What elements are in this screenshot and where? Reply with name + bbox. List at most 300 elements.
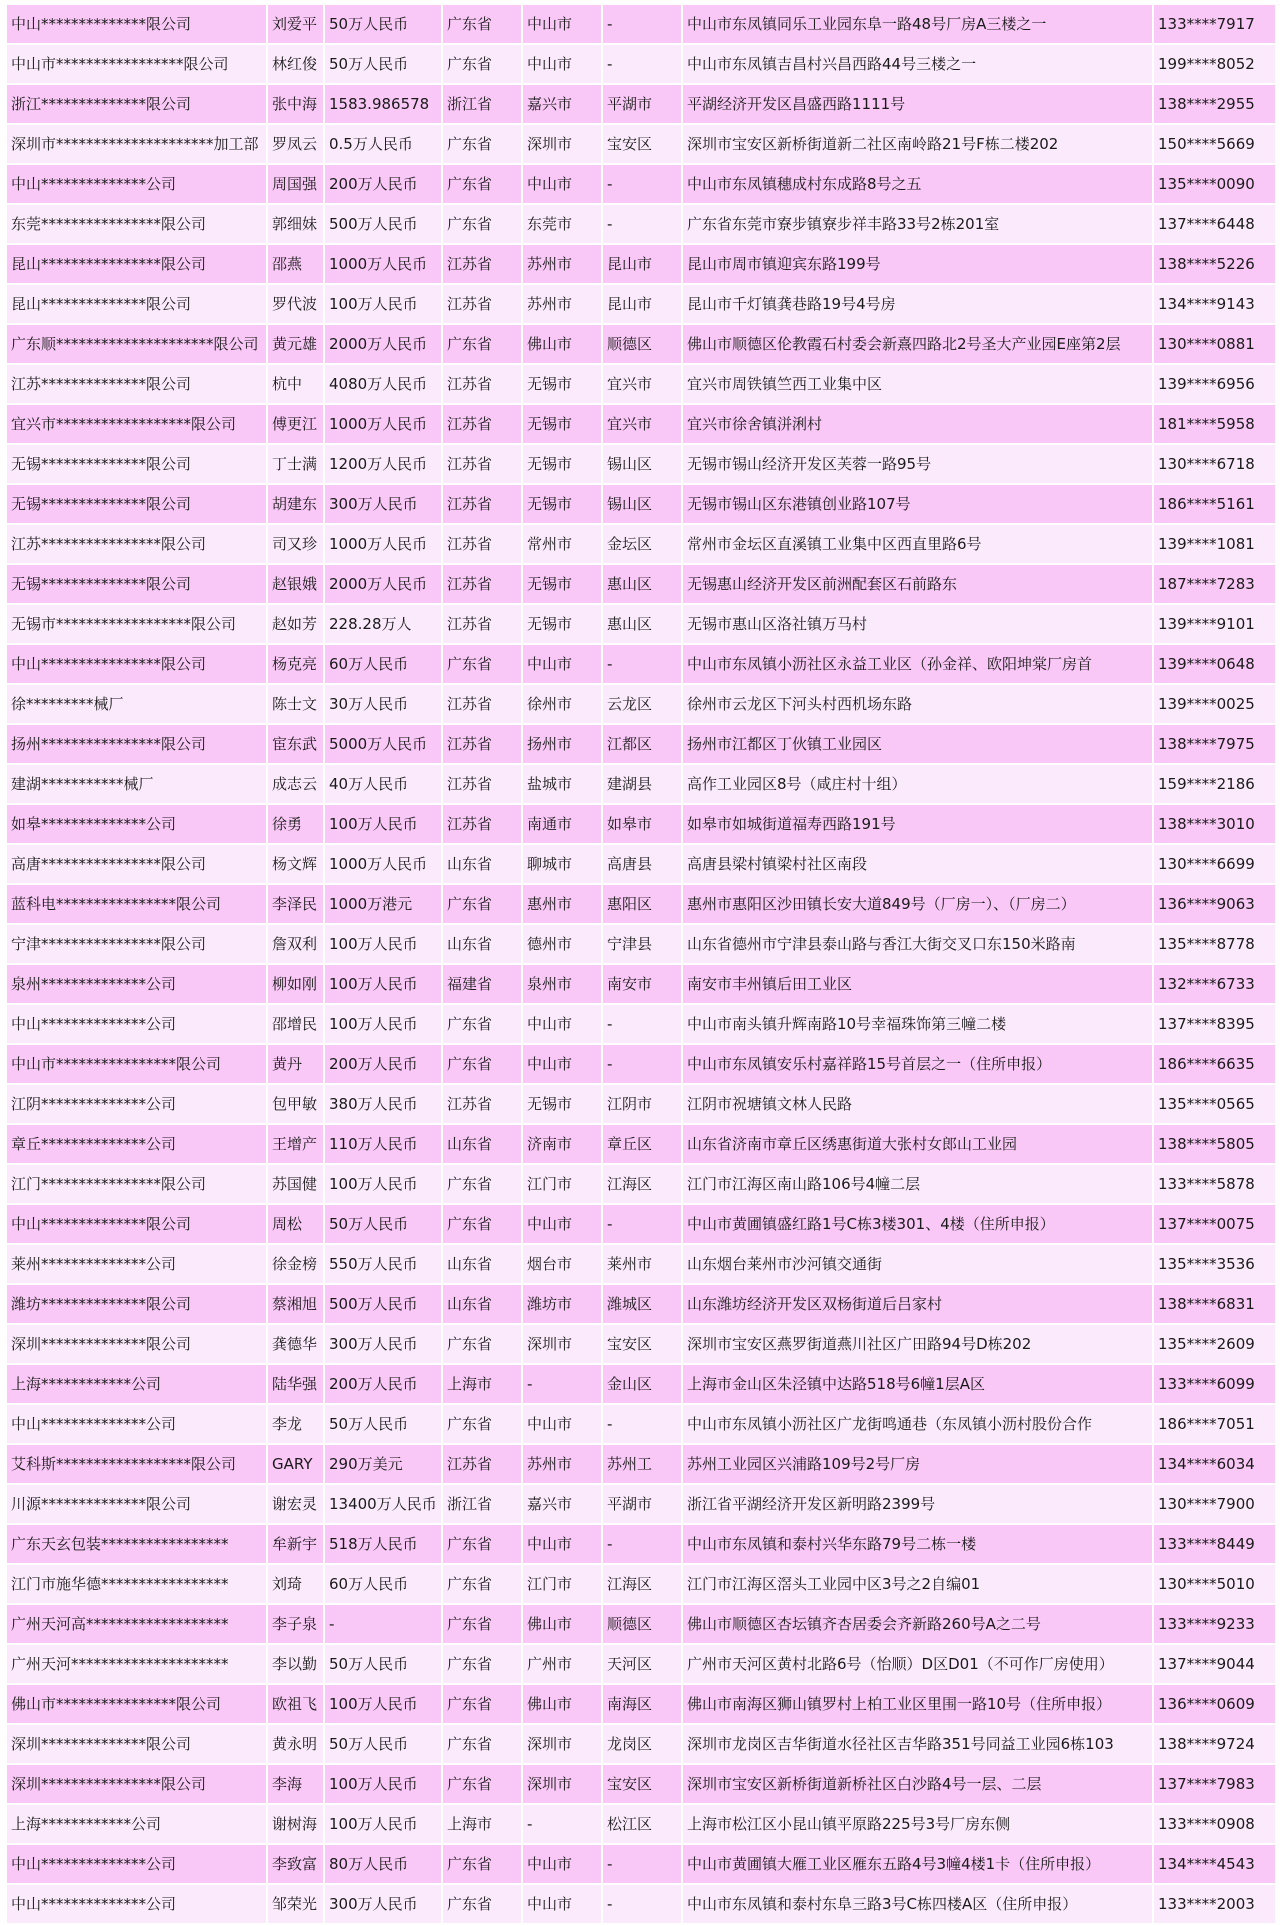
address-cell: 无锡惠山经济开发区前洲配套区石前路东	[682, 564, 1153, 604]
registered-capital-cell: 60万人民币	[324, 644, 442, 684]
table-row	[6, 924, 1276, 964]
city-cell: 聊城市	[522, 844, 602, 884]
registered-capital-cell: 200万人民币	[324, 1044, 442, 1084]
registered-capital-cell: 380万人民币	[324, 1084, 442, 1124]
contact-name-cell: 郭细妹	[267, 204, 324, 244]
city-cell: 盐城市	[522, 764, 602, 804]
registered-capital-cell: 2000万人民币	[324, 324, 442, 364]
phone-cell: 136****0609	[1153, 1684, 1276, 1724]
phone-cell: 187****7283	[1153, 564, 1276, 604]
address-cell: 江阴市祝塘镇文林人民路	[682, 1084, 1153, 1124]
district-cell: 宜兴市	[602, 364, 682, 404]
table-row	[6, 1764, 1276, 1804]
registered-capital-cell: 50万人民币	[324, 1644, 442, 1684]
district-cell: -	[602, 1844, 682, 1884]
phone-cell: 150****5669	[1153, 124, 1276, 164]
contact-name-cell: 柳如刚	[267, 964, 324, 1004]
province-cell: 江苏省	[442, 604, 522, 644]
phone-cell: 137****7983	[1153, 1764, 1276, 1804]
company-name-cell: 艾科斯******************限公司	[6, 1444, 267, 1484]
phone-cell: 199****8052	[1153, 44, 1276, 84]
contact-name-cell: 徐勇	[267, 804, 324, 844]
table-row	[6, 444, 1276, 484]
table-row	[6, 1284, 1276, 1324]
province-cell: 广东省	[442, 1884, 522, 1924]
province-cell: 山东省	[442, 924, 522, 964]
contact-name-cell: 李海	[267, 1764, 324, 1804]
province-cell: 广东省	[442, 324, 522, 364]
contact-name-cell: 苏国健	[267, 1164, 324, 1204]
company-name-cell: 深圳**************限公司	[6, 1724, 267, 1764]
province-cell: 山东省	[442, 844, 522, 884]
registered-capital-cell: 518万人民币	[324, 1524, 442, 1564]
address-cell: 山东省济南市章丘区绣惠街道大张村女郎山工业园	[682, 1124, 1153, 1164]
table-row	[6, 4, 1276, 44]
phone-cell: 138****5805	[1153, 1124, 1276, 1164]
table-row	[6, 844, 1276, 884]
table-row	[6, 1884, 1276, 1924]
address-cell: 中山市东凤镇和泰村东阜三路3号C栋四楼A区（住所申报）	[682, 1884, 1153, 1924]
registered-capital-cell: 100万人民币	[324, 1804, 442, 1844]
address-cell: 中山市东凤镇和泰村兴华东路79号二栋一楼	[682, 1524, 1153, 1564]
province-cell: 广东省	[442, 644, 522, 684]
address-cell: 中山市南头镇升辉南路10号幸福珠饰第三幢二楼	[682, 1004, 1153, 1044]
contact-name-cell: 司又珍	[267, 524, 324, 564]
registered-capital-cell: 100万人民币	[324, 1164, 442, 1204]
address-cell: 佛山市顺德区伦教霞石村委会新熹四路北2号圣大产业园E座第2层	[682, 324, 1153, 364]
contact-name-cell: 李致富	[267, 1844, 324, 1884]
address-cell: 宜兴市徐舍镇洴浰村	[682, 404, 1153, 444]
phone-cell: 186****5161	[1153, 484, 1276, 524]
company-name-cell: 东莞****************限公司	[6, 204, 267, 244]
address-cell: 扬州市江都区丁伙镇工业园区	[682, 724, 1153, 764]
address-cell: 佛山市顺德区杏坛镇齐杏居委会齐新路260号A之二号	[682, 1604, 1153, 1644]
phone-cell: 137****6448	[1153, 204, 1276, 244]
district-cell: 惠山区	[602, 564, 682, 604]
phone-cell: 134****9143	[1153, 284, 1276, 324]
district-cell: 顺德区	[602, 324, 682, 364]
company-name-cell: 中山**************公司	[6, 1884, 267, 1924]
company-name-cell: 莱州**************公司	[6, 1244, 267, 1284]
district-cell: 金坛区	[602, 524, 682, 564]
registered-capital-cell: 200万人民币	[324, 164, 442, 204]
company-name-cell: 高唐****************限公司	[6, 844, 267, 884]
contact-name-cell: 罗代波	[267, 284, 324, 324]
province-cell: 广东省	[442, 1604, 522, 1644]
registered-capital-cell: 80万人民币	[324, 1844, 442, 1884]
phone-cell: 135****8778	[1153, 924, 1276, 964]
province-cell: 上海市	[442, 1804, 522, 1844]
contact-name-cell: 赵银娥	[267, 564, 324, 604]
district-cell: -	[602, 1524, 682, 1564]
city-cell: 徐州市	[522, 684, 602, 724]
contact-name-cell: 黄元雄	[267, 324, 324, 364]
city-cell: 无锡市	[522, 1084, 602, 1124]
city-cell: 中山市	[522, 1044, 602, 1084]
registered-capital-cell: 1000万港元	[324, 884, 442, 924]
province-cell: 山东省	[442, 1284, 522, 1324]
city-cell: 深圳市	[522, 1724, 602, 1764]
district-cell: 平湖市	[602, 84, 682, 124]
address-cell: 深圳市宝安区新桥街道新桥社区白沙路4号一层、二层	[682, 1764, 1153, 1804]
phone-cell: 135****0565	[1153, 1084, 1276, 1124]
city-cell: 中山市	[522, 644, 602, 684]
company-name-cell: 广东顺*********************限公司	[6, 324, 267, 364]
table-row	[6, 1844, 1276, 1884]
district-cell: 锡山区	[602, 444, 682, 484]
address-cell: 中山市东凤镇小沥社区永益工业区（孙金祥、欧阳坤棠厂房首	[682, 644, 1153, 684]
contact-name-cell: 陈士文	[267, 684, 324, 724]
district-cell: -	[602, 1404, 682, 1444]
city-cell: 德州市	[522, 924, 602, 964]
company-name-cell: 中山市****************限公司	[6, 1044, 267, 1084]
province-cell: 江苏省	[442, 444, 522, 484]
registered-capital-cell: 13400万人民币	[324, 1484, 442, 1524]
city-cell: 无锡市	[522, 364, 602, 404]
province-cell: 浙江省	[442, 1484, 522, 1524]
registered-capital-cell: 50万人民币	[324, 4, 442, 44]
address-cell: 佛山市南海区狮山镇罗村上柏工业区里围一路10号（住所申报）	[682, 1684, 1153, 1724]
contact-name-cell: 王增产	[267, 1124, 324, 1164]
district-cell: -	[602, 164, 682, 204]
phone-cell: 186****6635	[1153, 1044, 1276, 1084]
registered-capital-cell: 40万人民币	[324, 764, 442, 804]
province-cell: 江苏省	[442, 684, 522, 724]
province-cell: 上海市	[442, 1364, 522, 1404]
city-cell: 济南市	[522, 1124, 602, 1164]
phone-cell: 133****6099	[1153, 1364, 1276, 1404]
province-cell: 广东省	[442, 1044, 522, 1084]
registered-capital-cell: 300万人民币	[324, 484, 442, 524]
table-row	[6, 164, 1276, 204]
address-cell: 中山市东凤镇小沥社区广龙街鸣通巷（东凤镇小沥村股份合作	[682, 1404, 1153, 1444]
contact-name-cell: 丁士满	[267, 444, 324, 484]
province-cell: 广东省	[442, 124, 522, 164]
city-cell: 苏州市	[522, 244, 602, 284]
table-row	[6, 804, 1276, 844]
district-cell: -	[602, 644, 682, 684]
table-row	[6, 1644, 1276, 1684]
province-cell: 江苏省	[442, 564, 522, 604]
registered-capital-cell: 1000万人民币	[324, 404, 442, 444]
city-cell: 深圳市	[522, 1764, 602, 1804]
table-row	[6, 1564, 1276, 1604]
address-cell: 山东潍坊经济开发区双杨街道后吕家村	[682, 1284, 1153, 1324]
address-cell: 深圳市宝安区燕罗街道燕川社区广田路94号D栋202	[682, 1324, 1153, 1364]
city-cell: 深圳市	[522, 124, 602, 164]
province-cell: 山东省	[442, 1244, 522, 1284]
contact-name-cell: 成志云	[267, 764, 324, 804]
address-cell: 如皋市如城街道福寿西路191号	[682, 804, 1153, 844]
district-cell: -	[602, 1884, 682, 1924]
city-cell: 江门市	[522, 1164, 602, 1204]
phone-cell: 159****2186	[1153, 764, 1276, 804]
registered-capital-cell: 5000万人民币	[324, 724, 442, 764]
city-cell: 嘉兴市	[522, 84, 602, 124]
company-name-cell: 上海************公司	[6, 1364, 267, 1404]
table-row	[6, 964, 1276, 1004]
province-cell: 江苏省	[442, 1444, 522, 1484]
province-cell: 广东省	[442, 4, 522, 44]
contact-name-cell: 邵燕	[267, 244, 324, 284]
phone-cell: 186****7051	[1153, 1404, 1276, 1444]
registered-capital-cell: 100万人民币	[324, 1684, 442, 1724]
phone-cell: 130****0881	[1153, 324, 1276, 364]
registered-capital-cell: 100万人民币	[324, 1764, 442, 1804]
province-cell: 江苏省	[442, 244, 522, 284]
contact-name-cell: 张中海	[267, 84, 324, 124]
district-cell: 南海区	[602, 1684, 682, 1724]
district-cell: 宜兴市	[602, 404, 682, 444]
registered-capital-cell: 1000万人民币	[324, 524, 442, 564]
city-cell: 佛山市	[522, 1684, 602, 1724]
table-row	[6, 524, 1276, 564]
contact-name-cell: 谢宏灵	[267, 1484, 324, 1524]
registered-capital-cell: 1583.986578	[324, 84, 442, 124]
company-name-cell: 中山**************公司	[6, 164, 267, 204]
address-cell: 南安市丰州镇后田工业区	[682, 964, 1153, 1004]
phone-cell: 139****0025	[1153, 684, 1276, 724]
district-cell: -	[602, 44, 682, 84]
address-cell: 中山市东凤镇穗成村东成路8号之五	[682, 164, 1153, 204]
registered-capital-cell: 228.28万人	[324, 604, 442, 644]
city-cell: 深圳市	[522, 1324, 602, 1364]
company-name-cell: 中山**************限公司	[6, 4, 267, 44]
city-cell: 嘉兴市	[522, 1484, 602, 1524]
city-cell: 南通市	[522, 804, 602, 844]
address-cell: 深圳市宝安区新桥街道新二社区南岭路21号F栋二楼202	[682, 124, 1153, 164]
table-row	[6, 764, 1276, 804]
city-cell: 江门市	[522, 1564, 602, 1604]
district-cell: 如皋市	[602, 804, 682, 844]
company-name-cell: 江门****************限公司	[6, 1164, 267, 1204]
table-row	[6, 484, 1276, 524]
city-cell: 扬州市	[522, 724, 602, 764]
city-cell: 中山市	[522, 1884, 602, 1924]
company-name-cell: 佛山市****************限公司	[6, 1684, 267, 1724]
registered-capital-cell: 550万人民币	[324, 1244, 442, 1284]
address-cell: 昆山市千灯镇龚巷路19号4号房	[682, 284, 1153, 324]
city-cell: 中山市	[522, 1204, 602, 1244]
phone-cell: 139****9101	[1153, 604, 1276, 644]
address-cell: 昆山市周市镇迎宾东路199号	[682, 244, 1153, 284]
city-cell: -	[522, 1804, 602, 1844]
table-row	[6, 1204, 1276, 1244]
district-cell: -	[602, 204, 682, 244]
registered-capital-cell: 1000万人民币	[324, 244, 442, 284]
district-cell: 宝安区	[602, 1764, 682, 1804]
city-cell: 中山市	[522, 1404, 602, 1444]
company-name-cell: 江苏**************限公司	[6, 364, 267, 404]
phone-cell: 181****5958	[1153, 404, 1276, 444]
address-cell: 无锡市锡山区东港镇创业路107号	[682, 484, 1153, 524]
company-name-cell: 深圳市*********************加工部	[6, 124, 267, 164]
district-cell: 宝安区	[602, 1324, 682, 1364]
phone-cell: 139****0648	[1153, 644, 1276, 684]
province-cell: 广东省	[442, 44, 522, 84]
address-cell: 深圳市龙岗区吉华街道水径社区吉华路351号同益工业园6栋103	[682, 1724, 1153, 1764]
contact-name-cell: 林红俊	[267, 44, 324, 84]
registered-capital-cell: 500万人民币	[324, 1284, 442, 1324]
province-cell: 广东省	[442, 1324, 522, 1364]
company-name-cell: 广东天玄包装*****************	[6, 1524, 267, 1564]
district-cell: -	[602, 1004, 682, 1044]
address-cell: 惠州市惠阳区沙田镇长安大道849号（厂房一）、（厂房二）	[682, 884, 1153, 924]
registered-capital-cell: 300万人民币	[324, 1324, 442, 1364]
table-row	[6, 1244, 1276, 1284]
phone-cell: 138****5226	[1153, 244, 1276, 284]
city-cell: 东莞市	[522, 204, 602, 244]
registered-capital-cell: 100万人民币	[324, 804, 442, 844]
district-cell: 高唐县	[602, 844, 682, 884]
province-cell: 江苏省	[442, 1084, 522, 1124]
district-cell: 平湖市	[602, 1484, 682, 1524]
contact-name-cell: 谢树海	[267, 1804, 324, 1844]
province-cell: 江苏省	[442, 484, 522, 524]
phone-cell: 134****4543	[1153, 1844, 1276, 1884]
contact-name-cell: 黄丹	[267, 1044, 324, 1084]
registered-capital-cell: 50万人民币	[324, 44, 442, 84]
city-cell: 中山市	[522, 164, 602, 204]
table-row	[6, 244, 1276, 284]
phone-cell: 139****1081	[1153, 524, 1276, 564]
province-cell: 江苏省	[442, 524, 522, 564]
province-cell: 江苏省	[442, 764, 522, 804]
city-cell: 中山市	[522, 4, 602, 44]
company-name-cell: 中山****************限公司	[6, 644, 267, 684]
company-name-cell: 浙江**************限公司	[6, 84, 267, 124]
city-cell: 中山市	[522, 1004, 602, 1044]
district-cell: 建湖县	[602, 764, 682, 804]
district-cell: 锡山区	[602, 484, 682, 524]
province-cell: 广东省	[442, 1164, 522, 1204]
district-cell: 潍城区	[602, 1284, 682, 1324]
address-cell: 无锡市锡山经济开发区芙蓉一路95号	[682, 444, 1153, 484]
company-name-cell: 广州天河*********************	[6, 1644, 267, 1684]
contact-name-cell: 李龙	[267, 1404, 324, 1444]
province-cell: 江苏省	[442, 804, 522, 844]
contact-name-cell: 徐金榜	[267, 1244, 324, 1284]
company-name-cell: 蓝科电****************限公司	[6, 884, 267, 924]
district-cell: 惠阳区	[602, 884, 682, 924]
contact-name-cell: 李泽民	[267, 884, 324, 924]
table-row	[6, 1084, 1276, 1124]
phone-cell: 133****2003	[1153, 1884, 1276, 1924]
table-row	[6, 684, 1276, 724]
registered-capital-cell: 30万人民币	[324, 684, 442, 724]
contact-name-cell: 胡建东	[267, 484, 324, 524]
province-cell: 广东省	[442, 1524, 522, 1564]
company-name-cell: 中山**************公司	[6, 1404, 267, 1444]
table-row	[6, 44, 1276, 84]
company-name-cell: 昆山****************限公司	[6, 244, 267, 284]
city-cell: 烟台市	[522, 1244, 602, 1284]
table-row	[6, 1124, 1276, 1164]
phone-cell: 133****0908	[1153, 1804, 1276, 1844]
address-cell: 上海市金山区朱泾镇中达路518号6幢1层A区	[682, 1364, 1153, 1404]
company-name-cell: 江苏****************限公司	[6, 524, 267, 564]
table-row	[6, 1164, 1276, 1204]
phone-cell: 133****8449	[1153, 1524, 1276, 1564]
company-name-cell: 广州天河高*******************	[6, 1604, 267, 1644]
phone-cell: 133****9233	[1153, 1604, 1276, 1644]
company-name-cell: 徐*********械厂	[6, 684, 267, 724]
province-cell: 广东省	[442, 1844, 522, 1884]
registered-capital-cell: 290万美元	[324, 1444, 442, 1484]
province-cell: 广东省	[442, 884, 522, 924]
contact-name-cell: 杨克亮	[267, 644, 324, 684]
company-name-cell: 无锡**************限公司	[6, 444, 267, 484]
province-cell: 广东省	[442, 1404, 522, 1444]
contact-name-cell: 傅更江	[267, 404, 324, 444]
contact-name-cell: 邵增民	[267, 1004, 324, 1044]
phone-cell: 135****0090	[1153, 164, 1276, 204]
table-row	[6, 1724, 1276, 1764]
district-cell: 南安市	[602, 964, 682, 1004]
province-cell: 山东省	[442, 1124, 522, 1164]
registered-capital-cell: 4080万人民币	[324, 364, 442, 404]
registered-capital-cell: 100万人民币	[324, 964, 442, 1004]
city-cell: 中山市	[522, 44, 602, 84]
address-cell: 高唐县梁村镇梁村社区南段	[682, 844, 1153, 884]
table-row	[6, 1684, 1276, 1724]
table-row	[6, 1444, 1276, 1484]
province-cell: 浙江省	[442, 84, 522, 124]
province-cell: 广东省	[442, 1644, 522, 1684]
phone-cell: 138****7975	[1153, 724, 1276, 764]
table-row	[6, 1604, 1276, 1644]
table-row	[6, 404, 1276, 444]
district-cell: -	[602, 4, 682, 44]
registered-capital-cell: 50万人民币	[324, 1724, 442, 1764]
province-cell: 广东省	[442, 1564, 522, 1604]
company-name-cell: 昆山**************限公司	[6, 284, 267, 324]
contact-name-cell: 蔡湘旭	[267, 1284, 324, 1324]
district-cell: 昆山市	[602, 284, 682, 324]
city-cell: 苏州市	[522, 284, 602, 324]
address-cell: 中山市东凤镇同乐工业园东阜一路48号厂房A三楼之一	[682, 4, 1153, 44]
registered-capital-cell: 100万人民币	[324, 284, 442, 324]
phone-cell: 139****6956	[1153, 364, 1276, 404]
registered-capital-cell: 500万人民币	[324, 204, 442, 244]
contact-name-cell: 黄永明	[267, 1724, 324, 1764]
company-name-cell: 深圳****************限公司	[6, 1764, 267, 1804]
registered-capital-cell: 200万人民币	[324, 1364, 442, 1404]
phone-cell: 138****2955	[1153, 84, 1276, 124]
address-cell: 山东烟台莱州市沙河镇交通街	[682, 1244, 1153, 1284]
table-row	[6, 724, 1276, 764]
phone-cell: 130****6718	[1153, 444, 1276, 484]
address-cell: 江门市江海区南山路106号4幢二层	[682, 1164, 1153, 1204]
company-name-cell: 潍坊**************限公司	[6, 1284, 267, 1324]
company-name-cell: 扬州****************限公司	[6, 724, 267, 764]
address-cell: 中山市东凤镇吉昌村兴昌西路44号三楼之一	[682, 44, 1153, 84]
district-cell: 天河区	[602, 1644, 682, 1684]
phone-cell: 130****6699	[1153, 844, 1276, 884]
table-row	[6, 1404, 1276, 1444]
table-row	[6, 1524, 1276, 1564]
company-name-cell: 无锡**************限公司	[6, 484, 267, 524]
city-cell: 泉州市	[522, 964, 602, 1004]
contact-name-cell: 包甲敏	[267, 1084, 324, 1124]
province-cell: 福建省	[442, 964, 522, 1004]
district-cell: -	[602, 1044, 682, 1084]
address-cell: 中山市东凤镇安乐村嘉祥路15号首层之一（住所申报）	[682, 1044, 1153, 1084]
province-cell: 江苏省	[442, 364, 522, 404]
province-cell: 广东省	[442, 164, 522, 204]
address-cell: 中山市黄圃镇盛红路1号C栋3楼301、4楼（住所申报）	[682, 1204, 1153, 1244]
company-name-cell: 宁津****************限公司	[6, 924, 267, 964]
